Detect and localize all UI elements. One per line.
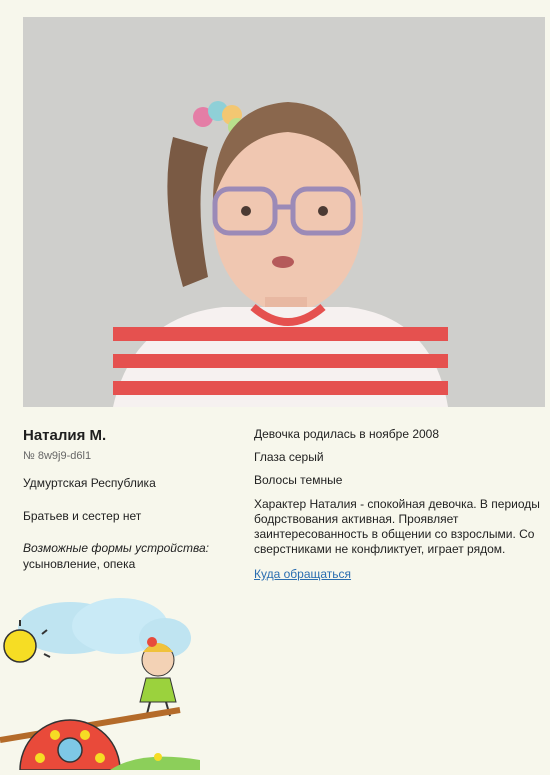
placement-forms-label: Возможные формы устройства: — [23, 541, 209, 555]
placement-forms — [23, 540, 238, 572]
birth-info: Девочка родилась в ноябре 2008 — [254, 427, 440, 441]
profile-number: № 8w9j9-d6l1 — [23, 450, 92, 462]
decorative-illustration — [0, 590, 200, 775]
contact-link[interactable]: Куда обращаться — [254, 567, 352, 581]
eye-color: Глаза серый — [254, 450, 324, 464]
child-name: Наталия М. — [23, 427, 107, 444]
hair-color: Волосы темные — [254, 473, 343, 487]
placement-forms-value: усыновление, опека — [23, 557, 136, 571]
character-description: Характер Наталия - спокойная девочка. В периоды бодрствования активная. Проявляет заинтересованность в общении со взрослыми. Со сверстниками не конфликтует, играет рядом. — [254, 497, 540, 556]
siblings-info: Братьев и сестер нет — [23, 509, 142, 523]
region: Удмуртская Республика — [23, 476, 156, 490]
child-photo — [23, 17, 545, 407]
